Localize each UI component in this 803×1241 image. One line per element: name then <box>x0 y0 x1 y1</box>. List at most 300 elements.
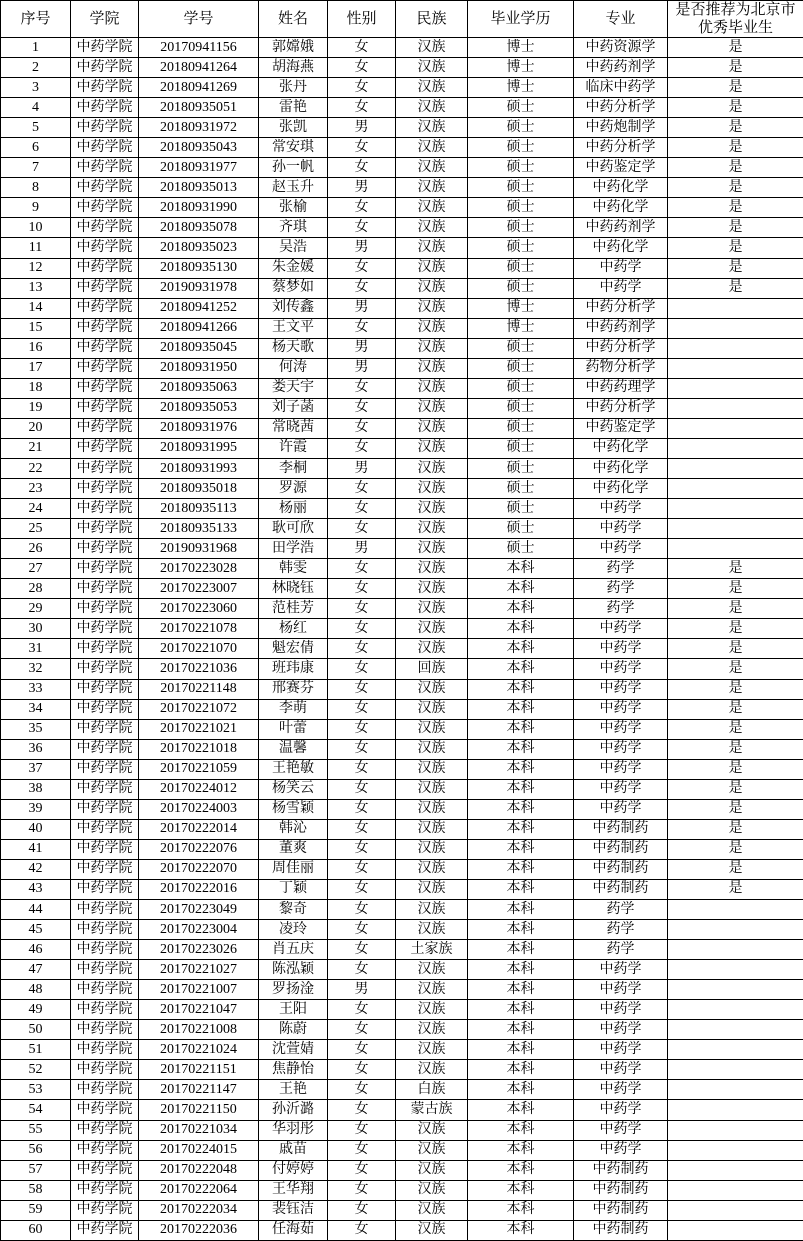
table-row <box>1 619 803 639</box>
table-row <box>1 158 803 178</box>
cell-recommended <box>668 1020 803 1040</box>
cell-name: 林晓钰 <box>259 579 328 599</box>
cell-index: 48 <box>1 980 71 1000</box>
cell-name: 朱金媛 <box>259 258 328 278</box>
cell-major: 中药学 <box>574 1100 668 1120</box>
cell-college: 中药学院 <box>71 118 139 138</box>
table-row <box>1 960 803 980</box>
cell-major: 中药化学 <box>574 238 668 258</box>
table-row <box>1 1060 803 1080</box>
cell-degree: 博士 <box>468 318 574 338</box>
cell-college: 中药学院 <box>71 519 139 539</box>
cell-name: 刘子菡 <box>259 398 328 418</box>
cell-college: 中药学院 <box>71 1060 139 1080</box>
cell-gender: 男 <box>328 338 396 358</box>
cell-gender: 女 <box>328 479 396 499</box>
cell-recommended: 是 <box>668 859 803 879</box>
cell-college: 中药学院 <box>71 900 139 920</box>
cell-name: 陈泓颖 <box>259 960 328 980</box>
table-row <box>1 799 803 819</box>
cell-major: 药学 <box>574 900 668 920</box>
cell-major: 中药分析学 <box>574 138 668 158</box>
cell-name: 王阳 <box>259 1000 328 1020</box>
cell-major: 中药制药 <box>574 1160 668 1180</box>
cell-ethnicity: 汉族 <box>396 1020 468 1040</box>
cell-student-id: 20180935013 <box>139 178 259 198</box>
cell-recommended: 是 <box>668 198 803 218</box>
cell-name: 常安琪 <box>259 138 328 158</box>
cell-student-id: 20170221018 <box>139 739 259 759</box>
cell-gender: 男 <box>328 178 396 198</box>
cell-ethnicity: 汉族 <box>396 458 468 478</box>
cell-index: 60 <box>1 1220 71 1240</box>
cell-degree: 本科 <box>468 739 574 759</box>
cell-index: 30 <box>1 619 71 639</box>
cell-ethnicity: 汉族 <box>396 158 468 178</box>
cell-name: 王华翔 <box>259 1180 328 1200</box>
cell-name: 孙沂潞 <box>259 1100 328 1120</box>
cell-ethnicity: 汉族 <box>396 859 468 879</box>
table-row <box>1 779 803 799</box>
cell-college: 中药学院 <box>71 398 139 418</box>
cell-recommended <box>668 960 803 980</box>
cell-name: 邢赛芬 <box>259 679 328 699</box>
cell-index: 19 <box>1 398 71 418</box>
cell-index: 53 <box>1 1080 71 1100</box>
cell-index: 2 <box>1 58 71 78</box>
cell-index: 32 <box>1 659 71 679</box>
cell-student-id: 20170221034 <box>139 1120 259 1140</box>
cell-index: 45 <box>1 920 71 940</box>
cell-name: 娄天宇 <box>259 378 328 398</box>
column-header-college: 学院 <box>71 1 139 38</box>
cell-name: 陈蔚 <box>259 1020 328 1040</box>
cell-ethnicity: 汉族 <box>396 519 468 539</box>
cell-degree: 硕士 <box>468 218 574 238</box>
cell-student-id: 20170223007 <box>139 579 259 599</box>
cell-name: 郭嫦娥 <box>259 38 328 58</box>
cell-major: 中药药理学 <box>574 378 668 398</box>
column-header-recommended: 是否推荐为北京市优秀毕业生 <box>668 1 803 38</box>
cell-index: 11 <box>1 238 71 258</box>
cell-ethnicity: 汉族 <box>396 1060 468 1080</box>
cell-student-id: 20170222070 <box>139 859 259 879</box>
cell-degree: 本科 <box>468 699 574 719</box>
cell-major: 中药药剂学 <box>574 318 668 338</box>
cell-degree: 本科 <box>468 779 574 799</box>
cell-ethnicity: 汉族 <box>396 499 468 519</box>
cell-name: 黎奇 <box>259 900 328 920</box>
cell-college: 中药学院 <box>71 318 139 338</box>
cell-gender: 女 <box>328 619 396 639</box>
cell-name: 罗扬淦 <box>259 980 328 1000</box>
cell-index: 23 <box>1 479 71 499</box>
cell-degree: 本科 <box>468 679 574 699</box>
cell-student-id: 20170224015 <box>139 1140 259 1160</box>
cell-name: 周佳丽 <box>259 859 328 879</box>
cell-ethnicity: 汉族 <box>396 198 468 218</box>
cell-recommended <box>668 539 803 559</box>
cell-ethnicity: 汉族 <box>396 799 468 819</box>
table-row <box>1 218 803 238</box>
cell-recommended <box>668 940 803 960</box>
table-row <box>1 1220 803 1240</box>
cell-college: 中药学院 <box>71 418 139 438</box>
cell-student-id: 20180931977 <box>139 158 259 178</box>
column-header-index: 序号 <box>1 1 71 38</box>
cell-student-id: 20170223060 <box>139 599 259 619</box>
cell-index: 26 <box>1 539 71 559</box>
cell-name: 范桂芳 <box>259 599 328 619</box>
cell-major: 中药分析学 <box>574 298 668 318</box>
cell-gender: 女 <box>328 1040 396 1060</box>
cell-college: 中药学院 <box>71 1200 139 1220</box>
cell-gender: 男 <box>328 358 396 378</box>
cell-student-id: 20180935053 <box>139 398 259 418</box>
cell-name: 凌玲 <box>259 920 328 940</box>
cell-name: 雷艳 <box>259 98 328 118</box>
cell-major: 中药学 <box>574 539 668 559</box>
cell-index: 20 <box>1 418 71 438</box>
cell-degree: 本科 <box>468 799 574 819</box>
cell-major: 中药学 <box>574 619 668 639</box>
cell-name: 杨雪颖 <box>259 799 328 819</box>
cell-ethnicity: 汉族 <box>396 438 468 458</box>
cell-index: 28 <box>1 579 71 599</box>
cell-student-id: 20170223026 <box>139 940 259 960</box>
table-row <box>1 1020 803 1040</box>
cell-major: 中药化学 <box>574 438 668 458</box>
cell-college: 中药学院 <box>71 499 139 519</box>
cell-degree: 硕士 <box>468 438 574 458</box>
cell-college: 中药学院 <box>71 619 139 639</box>
cell-student-id: 20180935018 <box>139 479 259 499</box>
cell-degree: 硕士 <box>468 458 574 478</box>
cell-degree: 本科 <box>468 1000 574 1020</box>
cell-college: 中药学院 <box>71 1220 139 1240</box>
cell-major: 中药学 <box>574 960 668 980</box>
cell-major: 中药学 <box>574 519 668 539</box>
cell-college: 中药学院 <box>71 659 139 679</box>
cell-ethnicity: 汉族 <box>396 839 468 859</box>
cell-major: 中药学 <box>574 659 668 679</box>
cell-student-id: 20180931995 <box>139 438 259 458</box>
cell-index: 3 <box>1 78 71 98</box>
cell-name: 戚苗 <box>259 1140 328 1160</box>
cell-major: 中药学 <box>574 779 668 799</box>
cell-major: 中药学 <box>574 639 668 659</box>
cell-student-id: 20170221078 <box>139 619 259 639</box>
table-row <box>1 1160 803 1180</box>
cell-index: 52 <box>1 1060 71 1080</box>
cell-major: 中药化学 <box>574 198 668 218</box>
cell-major: 中药学 <box>574 499 668 519</box>
cell-recommended <box>668 1100 803 1120</box>
cell-index: 10 <box>1 218 71 238</box>
cell-gender: 女 <box>328 779 396 799</box>
cell-index: 5 <box>1 118 71 138</box>
cell-student-id: 20170222076 <box>139 839 259 859</box>
cell-degree: 硕士 <box>468 98 574 118</box>
table-row <box>1 559 803 579</box>
cell-recommended: 是 <box>668 619 803 639</box>
cell-recommended: 是 <box>668 38 803 58</box>
cell-major: 中药鉴定学 <box>574 418 668 438</box>
cell-recommended <box>668 1140 803 1160</box>
cell-student-id: 20170223049 <box>139 900 259 920</box>
cell-gender: 男 <box>328 118 396 138</box>
cell-name: 王艳 <box>259 1080 328 1100</box>
cell-index: 12 <box>1 258 71 278</box>
cell-index: 31 <box>1 639 71 659</box>
cell-degree: 本科 <box>468 879 574 899</box>
cell-gender: 女 <box>328 639 396 659</box>
table-row <box>1 1120 803 1140</box>
cell-student-id: 20170221008 <box>139 1020 259 1040</box>
cell-ethnicity: 汉族 <box>396 398 468 418</box>
table-row <box>1 940 803 960</box>
cell-gender: 女 <box>328 1120 396 1140</box>
cell-ethnicity: 汉族 <box>396 1000 468 1020</box>
cell-major: 中药制药 <box>574 819 668 839</box>
table-row <box>1 298 803 318</box>
cell-name: 裴钰洁 <box>259 1200 328 1220</box>
cell-major: 中药学 <box>574 258 668 278</box>
cell-gender: 女 <box>328 198 396 218</box>
table-row <box>1 920 803 940</box>
cell-index: 1 <box>1 38 71 58</box>
cell-college: 中药学院 <box>71 1040 139 1060</box>
cell-major: 中药制药 <box>574 1220 668 1240</box>
cell-ethnicity: 汉族 <box>396 418 468 438</box>
cell-recommended <box>668 298 803 318</box>
cell-student-id: 20170941156 <box>139 38 259 58</box>
cell-student-id: 20170221151 <box>139 1060 259 1080</box>
cell-gender: 女 <box>328 819 396 839</box>
cell-recommended: 是 <box>668 799 803 819</box>
cell-degree: 博士 <box>468 38 574 58</box>
cell-major: 中药学 <box>574 1000 668 1020</box>
cell-degree: 本科 <box>468 659 574 679</box>
cell-college: 中药学院 <box>71 1120 139 1140</box>
cell-index: 18 <box>1 378 71 398</box>
cell-name: 班玮康 <box>259 659 328 679</box>
cell-ethnicity: 汉族 <box>396 78 468 98</box>
cell-recommended: 是 <box>668 258 803 278</box>
cell-gender: 女 <box>328 659 396 679</box>
cell-gender: 女 <box>328 1200 396 1220</box>
cell-index: 33 <box>1 679 71 699</box>
cell-gender: 女 <box>328 438 396 458</box>
cell-name: 王艳敏 <box>259 759 328 779</box>
cell-degree: 本科 <box>468 719 574 739</box>
cell-student-id: 20180941264 <box>139 58 259 78</box>
cell-name: 华羽彤 <box>259 1120 328 1140</box>
cell-degree: 硕士 <box>468 519 574 539</box>
column-header-student-id: 学号 <box>139 1 259 38</box>
cell-index: 41 <box>1 839 71 859</box>
cell-major: 中药学 <box>574 1120 668 1140</box>
table-row <box>1 238 803 258</box>
cell-name: 张榆 <box>259 198 328 218</box>
cell-degree: 本科 <box>468 859 574 879</box>
cell-ethnicity: 汉族 <box>396 819 468 839</box>
cell-degree: 本科 <box>468 839 574 859</box>
cell-ethnicity: 汉族 <box>396 539 468 559</box>
cell-major: 中药鉴定学 <box>574 158 668 178</box>
table-row <box>1 198 803 218</box>
cell-gender: 女 <box>328 839 396 859</box>
cell-recommended <box>668 980 803 1000</box>
cell-degree: 硕士 <box>468 278 574 298</box>
cell-index: 54 <box>1 1100 71 1120</box>
cell-ethnicity: 汉族 <box>396 980 468 1000</box>
cell-index: 35 <box>1 719 71 739</box>
cell-degree: 本科 <box>468 1020 574 1040</box>
table-row <box>1 138 803 158</box>
cell-gender: 女 <box>328 318 396 338</box>
cell-degree: 本科 <box>468 1140 574 1160</box>
cell-recommended <box>668 338 803 358</box>
cell-recommended: 是 <box>668 278 803 298</box>
cell-recommended <box>668 900 803 920</box>
cell-gender: 女 <box>328 879 396 899</box>
cell-ethnicity: 汉族 <box>396 278 468 298</box>
cell-degree: 硕士 <box>468 138 574 158</box>
cell-name: 董爽 <box>259 839 328 859</box>
cell-recommended: 是 <box>668 218 803 238</box>
cell-degree: 本科 <box>468 559 574 579</box>
cell-name: 常晓茜 <box>259 418 328 438</box>
cell-student-id: 20180931976 <box>139 418 259 438</box>
cell-gender: 女 <box>328 398 396 418</box>
cell-major: 中药学 <box>574 1060 668 1080</box>
cell-college: 中药学院 <box>71 819 139 839</box>
cell-degree: 硕士 <box>468 338 574 358</box>
table-row <box>1 819 803 839</box>
table-row <box>1 258 803 278</box>
cell-index: 6 <box>1 138 71 158</box>
cell-ethnicity: 汉族 <box>396 98 468 118</box>
cell-ethnicity: 汉族 <box>396 258 468 278</box>
cell-recommended <box>668 1000 803 1020</box>
table-row <box>1 980 803 1000</box>
cell-student-id: 20180935023 <box>139 238 259 258</box>
cell-degree: 硕士 <box>468 398 574 418</box>
cell-college: 中药学院 <box>71 458 139 478</box>
cell-major: 中药分析学 <box>574 338 668 358</box>
table-row <box>1 499 803 519</box>
cell-degree: 本科 <box>468 980 574 1000</box>
cell-degree: 硕士 <box>468 238 574 258</box>
cell-name: 许霞 <box>259 438 328 458</box>
cell-student-id: 20180935051 <box>139 98 259 118</box>
cell-degree: 本科 <box>468 639 574 659</box>
cell-ethnicity: 汉族 <box>396 900 468 920</box>
cell-name: 温馨 <box>259 739 328 759</box>
cell-college: 中药学院 <box>71 539 139 559</box>
cell-index: 56 <box>1 1140 71 1160</box>
table-row <box>1 1100 803 1120</box>
cell-ethnicity: 汉族 <box>396 679 468 699</box>
cell-ethnicity: 汉族 <box>396 619 468 639</box>
cell-recommended: 是 <box>668 58 803 78</box>
table-row <box>1 318 803 338</box>
cell-major: 中药制药 <box>574 1200 668 1220</box>
cell-major: 中药化学 <box>574 178 668 198</box>
cell-student-id: 20190931968 <box>139 539 259 559</box>
cell-index: 42 <box>1 859 71 879</box>
cell-ethnicity: 汉族 <box>396 879 468 899</box>
cell-student-id: 20180931990 <box>139 198 259 218</box>
cell-degree: 本科 <box>468 1060 574 1080</box>
cell-student-id: 20180931993 <box>139 458 259 478</box>
cell-student-id: 20180941252 <box>139 298 259 318</box>
column-header-name: 姓名 <box>259 1 328 38</box>
cell-college: 中药学院 <box>71 98 139 118</box>
cell-ethnicity: 汉族 <box>396 358 468 378</box>
cell-student-id: 20180935043 <box>139 138 259 158</box>
cell-ethnicity: 白族 <box>396 1080 468 1100</box>
cell-student-id: 20170221027 <box>139 960 259 980</box>
cell-recommended: 是 <box>668 559 803 579</box>
cell-gender: 女 <box>328 940 396 960</box>
cell-college: 中药学院 <box>71 58 139 78</box>
cell-student-id: 20170224012 <box>139 779 259 799</box>
cell-degree: 硕士 <box>468 358 574 378</box>
cell-college: 中药学院 <box>71 579 139 599</box>
cell-student-id: 20170224003 <box>139 799 259 819</box>
table-row <box>1 398 803 418</box>
table-row <box>1 479 803 499</box>
cell-ethnicity: 汉族 <box>396 338 468 358</box>
cell-index: 38 <box>1 779 71 799</box>
cell-degree: 硕士 <box>468 539 574 559</box>
cell-name: 何涛 <box>259 358 328 378</box>
cell-recommended <box>668 418 803 438</box>
cell-ethnicity: 汉族 <box>396 639 468 659</box>
cell-name: 韩雯 <box>259 559 328 579</box>
header-row <box>1 1 803 38</box>
cell-student-id: 20170221036 <box>139 659 259 679</box>
cell-recommended: 是 <box>668 659 803 679</box>
cell-major: 中药学 <box>574 1140 668 1160</box>
cell-name: 赵玉升 <box>259 178 328 198</box>
cell-major: 中药制药 <box>574 839 668 859</box>
cell-major: 药学 <box>574 559 668 579</box>
cell-index: 55 <box>1 1120 71 1140</box>
table-row <box>1 98 803 118</box>
cell-college: 中药学院 <box>71 278 139 298</box>
cell-recommended <box>668 1200 803 1220</box>
cell-student-id: 20170221070 <box>139 639 259 659</box>
cell-ethnicity: 汉族 <box>396 138 468 158</box>
cell-college: 中药学院 <box>71 358 139 378</box>
cell-college: 中药学院 <box>71 378 139 398</box>
cell-gender: 女 <box>328 258 396 278</box>
cell-ethnicity: 汉族 <box>396 118 468 138</box>
cell-major: 中药学 <box>574 799 668 819</box>
cell-recommended <box>668 378 803 398</box>
cell-major: 中药学 <box>574 679 668 699</box>
cell-name: 韩沁 <box>259 819 328 839</box>
cell-recommended <box>668 438 803 458</box>
cell-name: 付婷婷 <box>259 1160 328 1180</box>
cell-recommended: 是 <box>668 138 803 158</box>
cell-student-id: 20170221059 <box>139 759 259 779</box>
cell-recommended: 是 <box>668 719 803 739</box>
cell-college: 中药学院 <box>71 198 139 218</box>
